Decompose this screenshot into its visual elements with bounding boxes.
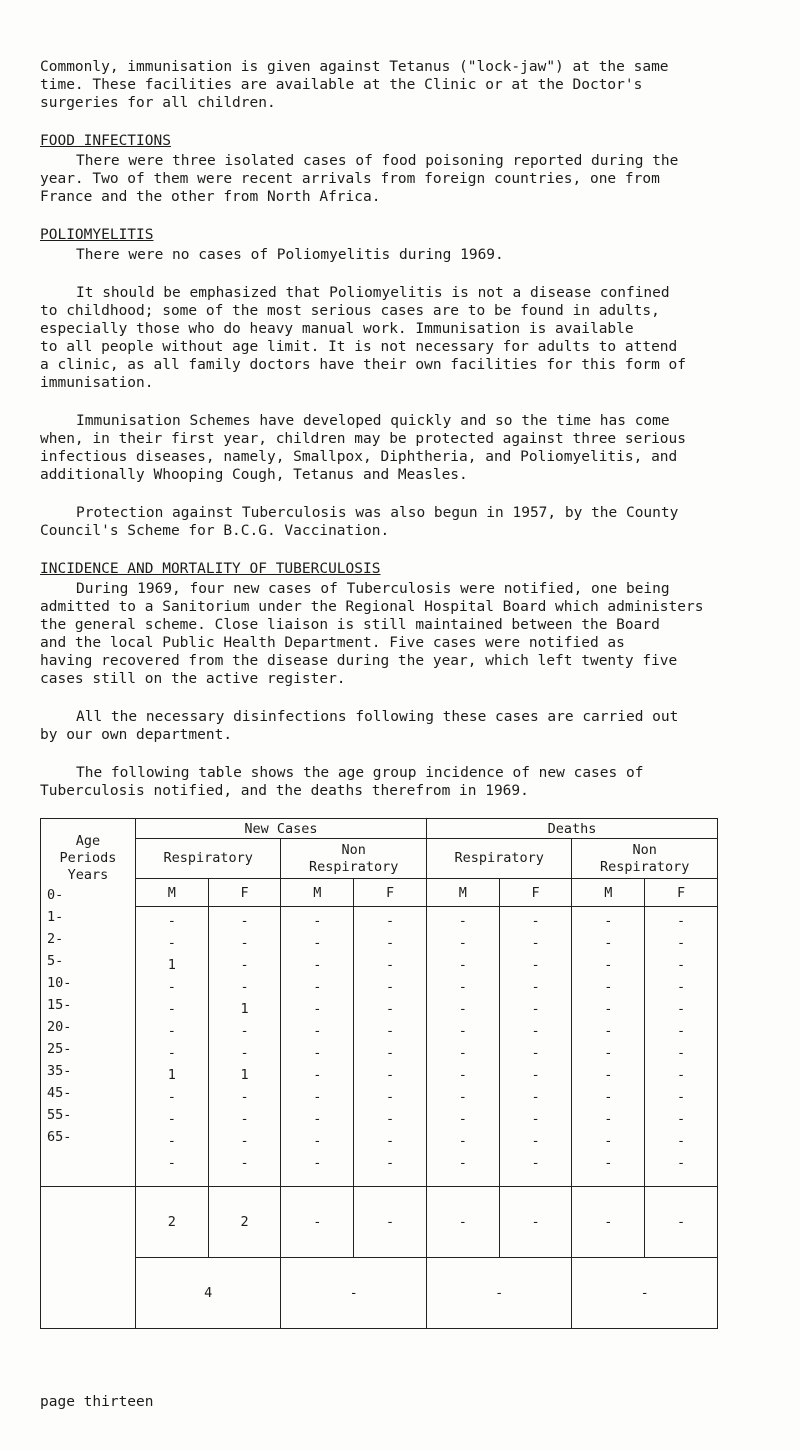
age-periods-label: Age Periods Years [59,833,117,883]
col-header-m: M [281,879,354,907]
deaths-non-respiratory-header [572,839,718,879]
new-non-respiratory-label: Non Respiratory [309,841,399,875]
col-header-f: F [645,879,718,907]
tuberculosis-heading: INCIDENCE AND MORTALITY OF TUBERCULOSIS [40,561,381,577]
poliomyelitis-heading: POLIOMYELITIS [40,227,154,243]
tb-protection-paragraph: Protection against Tuberculosis was also begun in 1957, by the County Council's Scheme for B.C.G. Vaccination. [40,505,679,539]
col-header-m: M [426,879,499,907]
combined-total-cell: 4 [135,1258,281,1329]
col-header-f: F [499,879,572,907]
col-header-f: F [208,879,281,907]
deaths-non-respiratory-label: Non Respiratory [600,841,690,875]
death-nonresp-m-values: - - - - - - - - - - - - [604,913,613,1171]
immunisation-paragraph: Commonly, immunisation is given against Tetanus ("lock-jaw") at the same time. These facilities are available at the Clinic or at the Doctor's surgeries for all children. [40,59,669,111]
death-nonresp-f-values: - - - - - - - - - - - - [677,913,686,1171]
tuberculosis-age-table [40,818,718,1329]
age-periods-list: 0- 1- 2- 5- 10- 15- 20- 25- 35- 45- 55- 65- [47,887,72,1145]
tuberculosis-paragraph-2: All the necessary disinfections following these cases are carried out by our own department. [40,709,679,743]
page-footer: page thirteen [40,1394,154,1410]
food-infections-heading: FOOD INFECTIONS [40,133,171,149]
total-cell: - [281,1187,354,1258]
total-cell: - [572,1187,645,1258]
death-resp-m-values: - - - - - - - - - - - - [458,913,467,1171]
new-non-respiratory-header [281,839,427,879]
new-respiratory-header: Respiratory [135,839,281,879]
column-values [645,907,718,1187]
new-resp-m-values: - - 1 - - - - 1 - - - - [167,913,176,1171]
total-cell: - [426,1187,499,1258]
column-values [135,907,208,1187]
new-resp-f-values: - - - - 1 - - 1 - - - - [240,913,249,1171]
food-infections-paragraph: There were three isolated cases of food poisoning reported during the year. Two of them were recent arrivals from foreign countries, one from France and the other from North Africa. [40,153,679,205]
immunisation-schemes-paragraph: Immunisation Schemes have developed quickly and so the time has come when, in their first year, children may be protected against three serious infectious diseases, namely, Smallpox, Diphtheria, and Poliomyelitis, and additionally Whooping Cough, Tetanus and Measles. [40,413,687,483]
combined-total-cell: - [572,1258,718,1329]
deaths-header: Deaths [426,819,717,839]
new-nonresp-m-values: - - - - - - - - - - - - [313,913,322,1171]
total-cell: 2 [135,1187,208,1258]
death-resp-f-values: - - - - - - - - - - - - [531,913,540,1171]
age-periods-header [41,819,136,1187]
document-body [40,58,760,820]
combined-total-cell: - [426,1258,572,1329]
tuberculosis-paragraph-1: During 1969, four new cases of Tuberculosis were notified, one being admitted to a Sanitorium under the Regional Hospital Board which administers the general scheme. Close liaison is still maintained between the Board and the local Public Health Department. Five cases were notified as having recovered from the disease during the year, which left twenty five cases still on the active register. [40,581,704,687]
deaths-respiratory-header: Respiratory [426,839,572,879]
total-cell: - [645,1187,718,1258]
totals-label-cell [41,1187,136,1329]
column-values [208,907,281,1187]
new-cases-header: New Cases [135,819,426,839]
column-values [426,907,499,1187]
column-values [572,907,645,1187]
combined-total-cell: - [281,1258,427,1329]
total-cell: - [499,1187,572,1258]
tuberculosis-paragraph-3: The following table shows the age group incidence of new cases of Tuberculosis notified, and the deaths therefrom in 1969. [40,765,644,799]
column-values [281,907,354,1187]
col-header-m: M [135,879,208,907]
poliomyelitis-paragraph-2: It should be emphasized that Poliomyelitis is not a disease confined to childhood; some of the most serious cases are to be found in adults, especially those who do heavy manual work. Immunisation is available to all people without age limit. It is not necessary for adults to attend a clinic, as all family doctors have their own facilities for this form of immunisation. [40,285,687,391]
new-nonresp-f-values: - - - - - - - - - - - - [386,913,395,1171]
col-header-f: F [354,879,427,907]
poliomyelitis-paragraph-1: There were no cases of Poliomyelitis during 1969. [76,247,504,263]
total-cell: 2 [208,1187,281,1258]
total-cell: - [354,1187,427,1258]
column-values [499,907,572,1187]
column-values [354,907,427,1187]
col-header-m: M [572,879,645,907]
